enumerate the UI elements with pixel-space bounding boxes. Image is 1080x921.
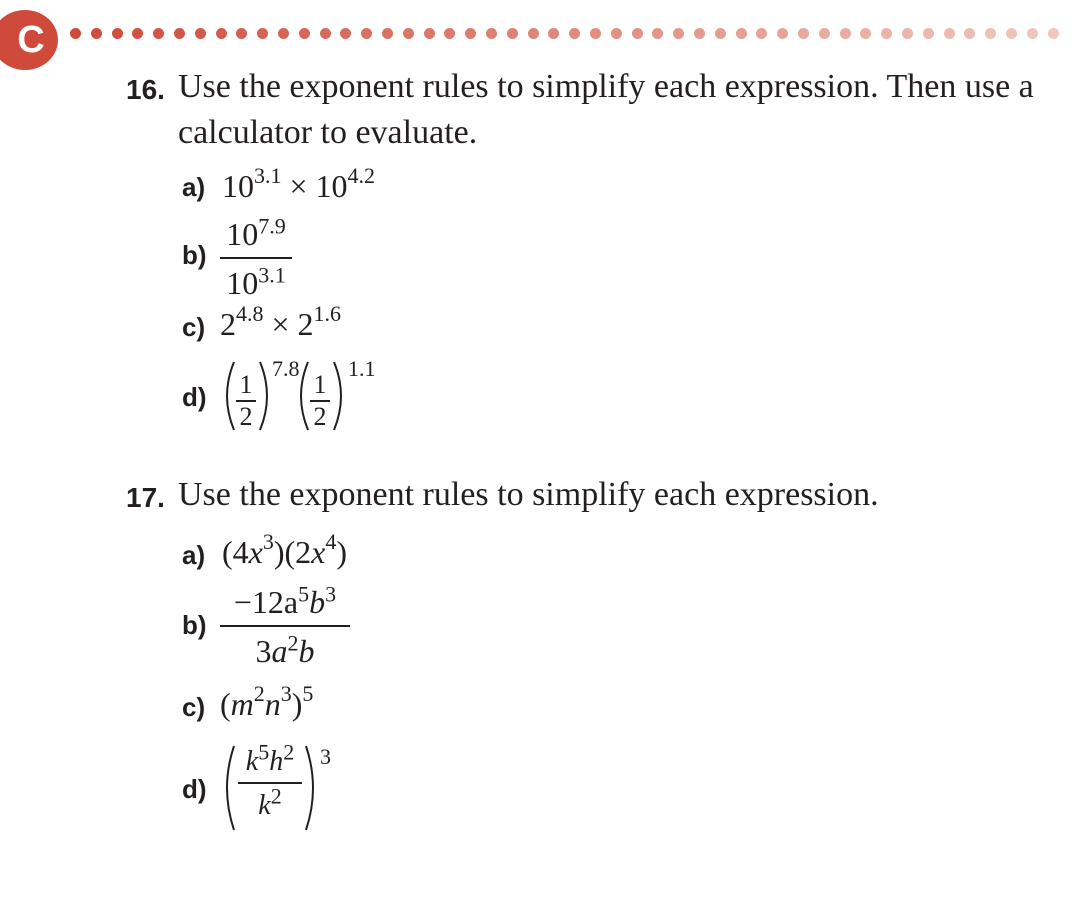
divider-dot: [216, 28, 227, 39]
section-badge: C: [0, 10, 58, 70]
divider-dot: [860, 28, 871, 39]
q17-c-label: c): [182, 692, 206, 722]
q16-b-fraction: $10^{7.9}$ $10^{3.1}$: [220, 216, 292, 302]
divider-dot: [736, 28, 747, 39]
q16-c-label: c): [182, 312, 206, 342]
divider-dot: [465, 28, 476, 39]
divider-dot: [632, 28, 643, 39]
q16-d-label: d): [182, 382, 207, 412]
divider-dot: [590, 28, 601, 39]
divider-dot: [923, 28, 934, 39]
q17-a-expression: $(4x^3)(2x^4)$: [222, 529, 348, 570]
divider-dot: [756, 28, 767, 39]
divider-dot: [444, 28, 455, 39]
divider-dot: [340, 28, 351, 39]
question-16-text-line1: Use the exponent rules to simplify each expression. Then use a: [178, 68, 1034, 105]
divider-dot: [548, 28, 559, 39]
divider-dot: [611, 28, 622, 39]
divider-dot: [257, 28, 268, 39]
question-17-number: 17.: [126, 482, 165, 513]
q17-c-expression: $(m^2n^3)^5$: [220, 681, 314, 722]
q17-d-label: d): [182, 774, 207, 804]
q16-b-label: b): [182, 240, 207, 270]
divider-dot: [486, 28, 497, 39]
divider-dot: [902, 28, 913, 39]
divider-dot: [715, 28, 726, 39]
divider-dot: [528, 28, 539, 39]
divider-dot: [361, 28, 372, 39]
divider-dot: [153, 28, 164, 39]
divider-dot: [195, 28, 206, 39]
divider-dot: [985, 28, 996, 39]
divider-dot: [382, 28, 393, 39]
divider-dot: [112, 28, 123, 39]
question-17-text-line1: Use the exponent rules to simplify each expression.: [178, 476, 879, 513]
divider-dot: [819, 28, 830, 39]
q16-a-expression: $10^{3.1} \times 10^{4.2}$: [222, 163, 376, 204]
q17-a-label: a): [182, 540, 206, 570]
q16-a-label: a): [182, 172, 206, 202]
divider-dot: [278, 28, 289, 39]
divider-dot: [1027, 28, 1038, 39]
divider-dot: [777, 28, 788, 39]
divider-dot: [944, 28, 955, 39]
divider-dot: [798, 28, 809, 39]
divider-dot: [403, 28, 414, 39]
divider-dot: [320, 28, 331, 39]
divider-dot: [507, 28, 518, 39]
divider-dot: [424, 28, 435, 39]
divider-dot: [70, 28, 81, 39]
divider-dot: [652, 28, 663, 39]
divider-dot: [236, 28, 247, 39]
divider-dot: [299, 28, 310, 39]
question-16-number: 16.: [126, 74, 165, 105]
divider-dot: [174, 28, 185, 39]
divider-dot: [840, 28, 851, 39]
divider-dot: [1006, 28, 1017, 39]
divider-dot: [1048, 28, 1059, 39]
question-16-text-line2: calculator to evaluate.: [178, 114, 478, 151]
divider-dot: [881, 28, 892, 39]
divider-dot: [132, 28, 143, 39]
q17-b-label: b): [182, 610, 207, 640]
divider-dot: [964, 28, 975, 39]
divider-dot: [673, 28, 684, 39]
q16-c-expression: $2^{4.8} \times 2^{1.6}$: [220, 301, 342, 342]
dotted-divider: [70, 28, 1080, 40]
divider-dot: [569, 28, 580, 39]
divider-dot: [91, 28, 102, 39]
q17-b-fraction: $-12a^5b^3$ $3a^2b$: [220, 584, 350, 670]
divider-dot: [694, 28, 705, 39]
